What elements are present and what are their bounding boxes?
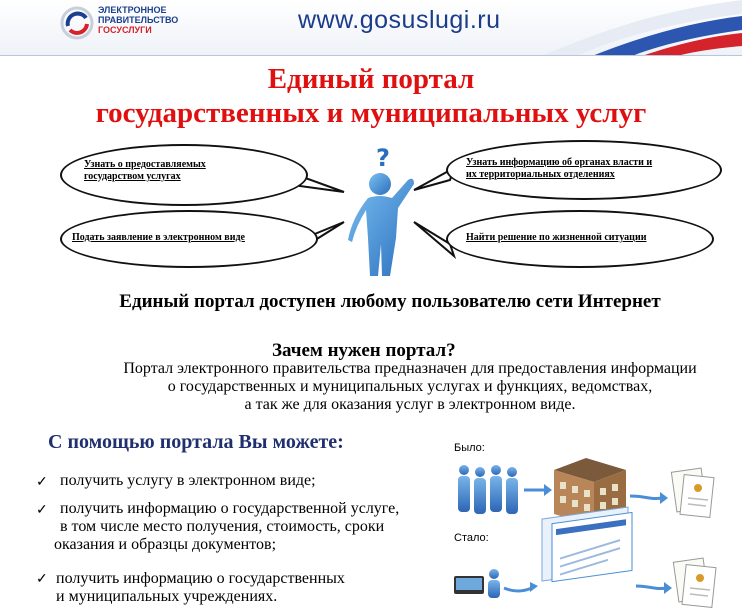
list-item <box>54 500 400 554</box>
documents-result-icon <box>673 558 716 607</box>
list-item-1-line-1: получить услугу в электронном виде; <box>60 472 316 489</box>
bubble-bottom-left[interactable] <box>60 210 318 268</box>
site-url[interactable]: www.gosuslugi.ru <box>298 6 501 34</box>
why-line-3: а так же для оказания услуг в электронном виде. <box>244 396 576 413</box>
check-icon: ✓ <box>36 503 48 518</box>
before-label: Было: <box>454 442 485 454</box>
title-line-1: Единый портал <box>267 63 475 95</box>
after-label: Стало: <box>454 532 489 544</box>
bubble-top-right-line-2: их территориальных отделениях <box>466 169 615 180</box>
check-icon: ✓ <box>36 475 48 490</box>
page-title <box>0 62 742 130</box>
bubble-top-right[interactable] <box>446 140 722 200</box>
documents-icon <box>671 468 714 517</box>
bubble-top-left-line-1: Узнать о предоставляемых <box>84 159 206 170</box>
why-paragraph <box>80 360 740 414</box>
why-heading: Зачем нужен портал? <box>272 340 456 361</box>
bubble-top-left-line-2: государством услугах <box>84 171 181 182</box>
logo-emblem-icon <box>60 6 94 40</box>
list-item-2-line-3: оказания и образцы документов; <box>54 536 277 553</box>
title-line-2: государственных и муниципальных услуг <box>95 97 647 129</box>
can-heading: С помощью портала Вы можете: <box>48 431 344 453</box>
logo-line-3: ГОСУСЛУГИ <box>98 25 152 35</box>
list-item-3-line-1: получить информацию о государственных <box>56 570 345 587</box>
bubble-top-left-text <box>84 159 206 183</box>
person-at-computer-icon <box>454 569 500 598</box>
bubble-top-right-text <box>466 157 652 181</box>
queue-people-icon <box>458 465 518 514</box>
why-line-2: о государственных и муниципальных услугах и функциях, ведомствах, <box>167 378 653 395</box>
bubble-bottom-right[interactable] <box>446 210 714 268</box>
gosuslugi-logo[interactable] <box>60 2 190 46</box>
list-item <box>60 472 316 490</box>
diagram-graphics <box>436 436 742 608</box>
portal-screens-icon <box>542 507 632 582</box>
bubble-bottom-left-text: Подать заявление в электронном виде <box>72 232 245 243</box>
logo-line-2: ПРАВИТЕЛЬСТВО <box>98 15 179 25</box>
bubble-top-left[interactable] <box>60 144 308 206</box>
header-divider <box>0 55 742 56</box>
logo-line-1: ЭЛЕКТРОННОЕ <box>98 5 167 15</box>
bubble-bottom-right-text: Найти решение по жизненной ситуации <box>466 232 647 243</box>
check-icon: ✓ <box>36 572 48 587</box>
list-item-3-line-2: и муниципальных учреждениях. <box>56 588 278 605</box>
list-item-2-line-1: получить информацию о государственной услуге, <box>60 500 400 517</box>
flag-swoosh-decoration <box>482 0 742 56</box>
bubble-top-right-line-1: Узнать информацию об органах власти и <box>466 157 653 168</box>
tagline: Единый портал доступен любому пользователю сети Интернет <box>119 291 661 312</box>
list-item-2-line-2: в том числе место получения, стоимость, сроки <box>60 518 385 535</box>
person-question-icon <box>346 146 418 278</box>
header-banner <box>0 0 742 56</box>
before-after-diagram <box>436 436 742 608</box>
list-item <box>56 570 345 606</box>
svg-text:?: ? <box>376 146 390 172</box>
why-line-1: Портал электронного правительства предназначен для предоставления информации <box>123 360 697 377</box>
logo-text <box>98 5 178 35</box>
